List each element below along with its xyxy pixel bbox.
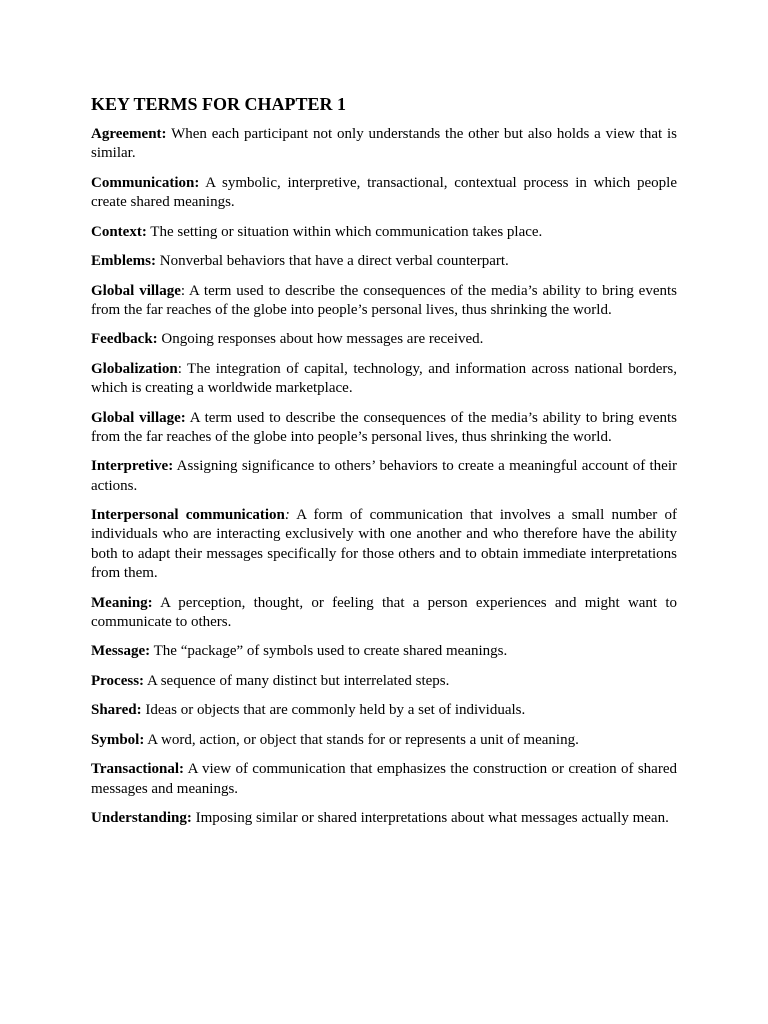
glossary-term: Symbol: bbox=[91, 731, 145, 748]
glossary-definition: A perception, thought, or feeling that a person experiences and might want to communicate to others. bbox=[91, 594, 677, 630]
glossary-term: Understanding: bbox=[91, 810, 192, 827]
glossary-term: Global village bbox=[91, 282, 181, 299]
glossary-definition: The “package” of symbols used to create shared meanings. bbox=[150, 643, 508, 660]
glossary-entry-meaning bbox=[91, 594, 677, 633]
glossary-definition: Imposing similar or shared interpretations about what messages actually mean. bbox=[191, 810, 669, 827]
glossary-separator: : bbox=[177, 360, 182, 377]
glossary-entry-feedback bbox=[91, 330, 677, 349]
document-page bbox=[91, 92, 677, 839]
glossary-term: Context: bbox=[91, 223, 147, 240]
glossary-entry-communication bbox=[91, 174, 677, 213]
glossary-term: Transactional: bbox=[91, 761, 185, 778]
glossary-entry-context bbox=[91, 223, 677, 242]
glossary-term: Emblems: bbox=[91, 253, 156, 270]
glossary-term: Globalization bbox=[91, 360, 178, 377]
glossary-term: Message: bbox=[91, 643, 151, 660]
glossary-entry-symbol bbox=[91, 731, 677, 750]
glossary-entry-globalization bbox=[91, 360, 677, 399]
glossary-definition: A symbolic, interpretive, transactional, contextual process in which people create shared meanings. bbox=[91, 174, 677, 211]
glossary-definition: A view of communication that emphasizes the construction or creation of shared messages and meanings. bbox=[91, 761, 677, 797]
glossary-definition: When each participant not only understands the other but also holds a view that is similar. bbox=[91, 126, 677, 162]
glossary-entry-understanding bbox=[91, 809, 677, 828]
glossary-term: Feedback: bbox=[91, 331, 158, 348]
glossary-definition: Nonverbal behaviors that have a direct verbal counterpart. bbox=[156, 253, 509, 270]
glossary-definition: A term used to describe the consequences of the media’s ability to bring events from the far reaches of the globe into people’s personal lives, thus shrinking the world. bbox=[91, 409, 677, 445]
page-title: KEY TERMS FOR CHAPTER 1 bbox=[91, 94, 347, 114]
glossary-entry-process bbox=[91, 672, 677, 691]
glossary-definition: The setting or situation within which communication takes place. bbox=[146, 223, 543, 240]
glossary-definition: The integration of capital, technology, and information across national borders, which is creating a worldwide marketplace. bbox=[91, 360, 677, 397]
glossary-separator: : bbox=[180, 282, 186, 299]
glossary-definition: A term used to describe the consequences of the media’s ability to bring events from the far reaches of the globe into people’s personal lives, thus shrinking the world. bbox=[91, 282, 677, 318]
glossary-term: Interpretive: bbox=[91, 458, 174, 475]
glossary-term: Interpersonal communication bbox=[91, 507, 285, 524]
glossary-definition: Ideas or objects that are commonly held by a set of individuals. bbox=[141, 702, 526, 719]
glossary-entry-message bbox=[91, 642, 677, 661]
glossary-entry-shared bbox=[91, 701, 677, 720]
glossary-entry-transactional bbox=[91, 760, 677, 799]
glossary-entry-global-village-repeat bbox=[91, 409, 677, 448]
glossary-term: Shared: bbox=[91, 702, 142, 719]
glossary-definition: Assigning significance to others’ behaviors to create a meaningful account of their actions. bbox=[91, 458, 677, 494]
glossary-separator: : bbox=[284, 507, 290, 524]
glossary-definition: A form of communication that involves a small number of individuals who are interacting exclusively with one another and who therefore have the ability both to adapt their messages specifically for those others and to obtain immediate interpretations from them. bbox=[91, 507, 677, 582]
glossary-definition: A sequence of many distinct but interrelated steps. bbox=[144, 672, 450, 689]
glossary-term: Communication: bbox=[91, 174, 200, 191]
glossary-entry-interpretive bbox=[91, 457, 677, 496]
glossary-entry-interpersonal-communication bbox=[91, 506, 677, 583]
glossary-entry-global-village bbox=[91, 282, 677, 321]
glossary-term: Process: bbox=[91, 672, 145, 689]
glossary-term: Agreement: bbox=[91, 126, 167, 142]
glossary-term: Global village: bbox=[91, 409, 186, 426]
glossary-definition: A word, action, or object that stands for or represents a unit of meaning. bbox=[144, 731, 579, 748]
glossary-entry-emblems bbox=[91, 252, 677, 271]
glossary-entry-agreement bbox=[91, 125, 677, 164]
glossary-definition: Ongoing responses about how messages are received. bbox=[157, 331, 484, 348]
glossary-term: Meaning: bbox=[91, 594, 153, 611]
